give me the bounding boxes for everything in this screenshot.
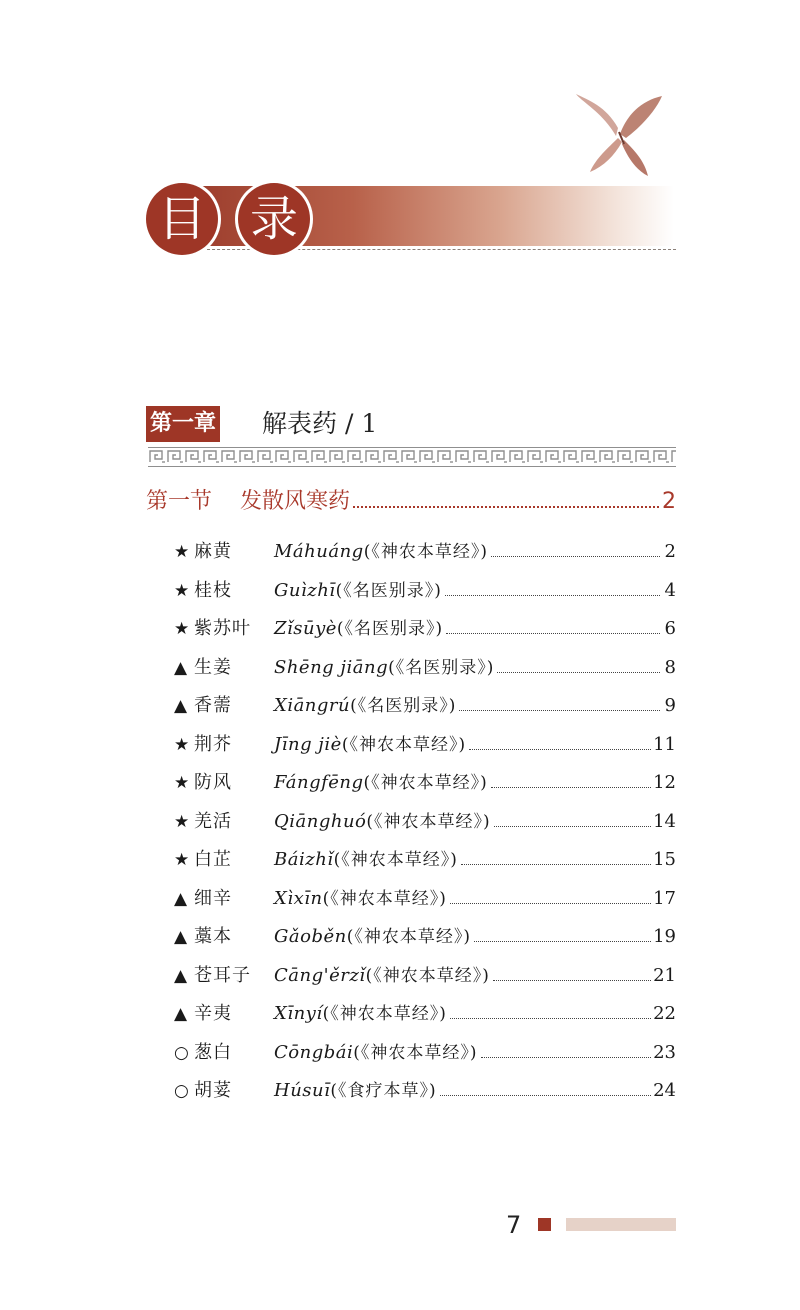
toc-entry[interactable] [174,810,676,849]
leader-dots [481,1057,652,1058]
leader-dots [491,787,651,788]
entry-marker: ▲ [174,965,188,986]
entry-pinyin: Máhuáng [274,541,364,562]
entry-name: 麻黄 [194,541,232,562]
title-char-2: 录 [238,183,310,255]
toc-entry[interactable] [174,1079,676,1118]
entry-page: 14 [653,810,676,832]
leader-dots [450,1018,651,1019]
entry-page: 11 [653,733,676,755]
toc-entry[interactable] [174,964,676,1003]
entry-source: (《神农本草经》) [333,850,458,870]
toc-entries [174,540,676,1118]
entry-source: (《名医别录》) [335,580,442,601]
entry-pinyin: Gǎoběn [274,926,347,947]
section-name: 发散风寒药 [240,489,351,514]
entry-page: 21 [653,964,676,986]
entry-page: 15 [653,849,676,870]
entry-marker: ★ [174,811,190,832]
toc-entry[interactable] [174,771,676,810]
entry-pinyin: Xīnyí [274,1003,323,1024]
chapter-title: 解表药 / 1 [262,409,378,438]
entry-marker: ○ [174,1081,189,1101]
entry-marker: ▲ [174,696,188,716]
entry-marker: ★ [174,734,190,755]
entry-page: 17 [653,887,676,909]
leader-dots [494,826,651,827]
entry-page: 12 [653,772,676,793]
entry-name: 荆芥 [194,733,232,755]
entry-page: 19 [653,926,676,947]
entry-source: (《名医别录》) [388,657,495,678]
entry-marker: ★ [174,580,190,601]
entry-marker: ▲ [174,1004,188,1024]
chapter-label: 第一章 [146,406,220,442]
entry-pinyin: Xìxīn [274,887,323,909]
toc-entry[interactable] [174,1002,676,1041]
leader-dots [445,595,660,596]
entry-pinyin: Jīng jiè [274,733,342,755]
entry-name: 羌活 [194,810,232,832]
entry-pinyin: Húsuī [274,1080,331,1101]
entry-pinyin: Cōngbái [274,1041,354,1063]
toc-entry[interactable] [174,694,676,733]
entry-pinyin: Shēng jiāng [274,656,389,678]
entry-name: 生姜 [194,656,232,678]
entry-pinyin: Cāng'ěrzǐ [274,964,366,986]
page-footer-bar [566,1218,676,1231]
toc-entry[interactable] [174,848,676,887]
toc-entry[interactable] [174,925,676,964]
leader-dots [440,1095,651,1096]
title-char-1: 目 [146,183,218,255]
entry-source: (《神农本草经》) [346,927,471,947]
toc-entry[interactable] [174,733,676,772]
leader-dots [446,633,660,634]
butterfly-icon [572,92,668,180]
section-label: 第一节 [146,489,213,514]
entry-pinyin: Guìzhī [274,579,336,601]
entry-pinyin: Zǐsūyè [274,618,337,639]
entry-marker: ★ [174,542,190,562]
entry-name: 细辛 [194,887,232,909]
section-page-number: 2 [662,489,676,514]
leader-dots [469,749,651,750]
entry-source: (《名医别录》) [350,696,457,716]
page-number: 7 [506,1211,522,1239]
entry-source: (《神农本草经》) [363,542,488,562]
entry-marker: ★ [174,850,190,870]
entry-name: 葱白 [194,1041,232,1063]
entry-source: (《神农本草经》) [353,1042,478,1063]
entry-marker: ★ [174,773,190,793]
entry-marker: ▲ [174,657,188,678]
entry-page: 23 [653,1041,676,1063]
toc-entry[interactable] [174,540,676,579]
entry-source: (《神农本草经》) [366,811,491,832]
entry-marker: ○ [174,1042,189,1063]
entry-name: 苍耳子 [194,964,251,986]
entry-page: 22 [653,1003,676,1024]
leader-dots [474,941,651,942]
toc-entry[interactable] [174,579,676,618]
entry-name: 胡荽 [194,1080,232,1101]
toc-entry[interactable] [174,887,676,926]
entry-source: (《神农本草经》) [363,773,488,793]
toc-entry[interactable] [174,656,676,695]
entry-pinyin: Qiānghuó [274,810,367,832]
entry-name: 紫苏叶 [194,618,251,639]
entry-marker: ▲ [174,927,188,947]
entry-pinyin: Xiāngrú [274,695,351,716]
entry-pinyin: Báizhǐ [274,849,334,870]
entry-name: 桂枝 [194,579,232,601]
entry-name: 香薷 [194,695,232,716]
toc-entry[interactable] [174,1041,676,1080]
entry-page: 2 [664,541,676,562]
entry-source: (《神农本草经》) [322,888,447,909]
entry-name: 藁本 [194,926,232,947]
entry-page: 9 [664,695,676,716]
leader-dots [450,903,651,904]
section-row[interactable] [146,484,676,518]
entry-page: 6 [664,618,676,639]
page-marker-square [538,1218,551,1231]
entry-name: 白芷 [194,849,232,870]
entry-name: 辛夷 [194,1003,232,1024]
entry-source: (《食疗本草》) [330,1081,437,1101]
entry-page: 4 [664,579,676,601]
entry-source: (《神农本草经》) [322,1004,447,1024]
leader-dots [491,556,660,557]
entry-marker: ★ [174,619,190,639]
entry-source: (《名医别录》) [336,619,444,639]
leader-dots [497,672,660,673]
entry-name: 防风 [194,772,232,793]
entry-marker: ▲ [174,888,188,909]
greek-key-border [148,447,676,467]
entry-page: 8 [664,656,676,678]
leader-dots [493,980,651,981]
entry-source: (《神农本草经》) [341,734,467,755]
entry-pinyin: Fángfēng [274,772,364,793]
entry-source: (《神农本草经》) [365,965,490,986]
leader-dots [459,710,660,711]
entry-page: 24 [653,1080,676,1101]
leader-dots [461,864,651,865]
section-leader-dots [353,506,659,508]
toc-entry[interactable] [174,617,676,656]
